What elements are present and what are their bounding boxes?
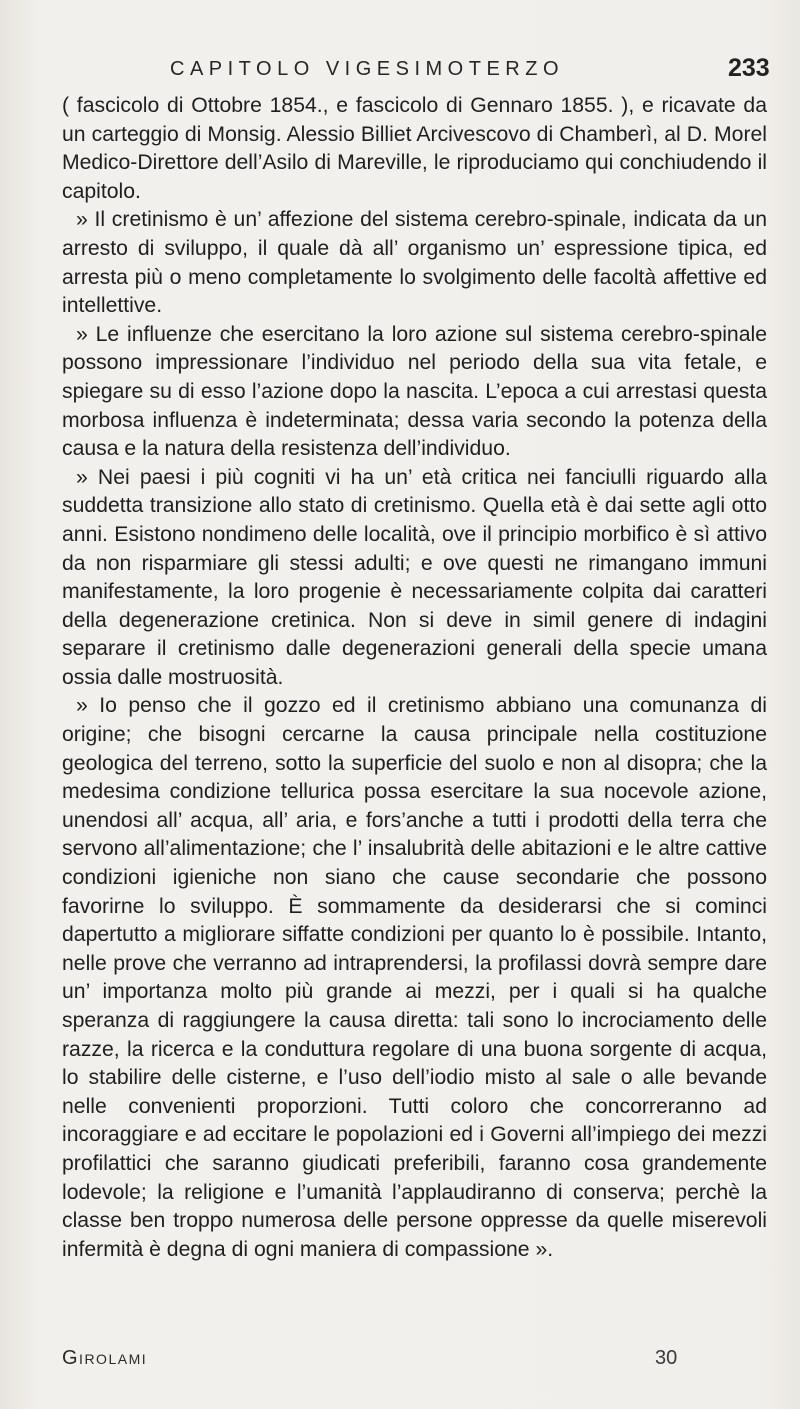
sheet-mark: 30	[655, 1347, 678, 1369]
page-header	[160, 54, 770, 88]
paragraph: » Io penso che il gozzo ed il cretinismo abbiano una comunanza di origine; che bisogni cercarne la causa principale nella costituzione geologica del terreno, sotto la superficie del suolo e non al disopra; che la medesima condizione tellurica possa esercitare la sua nocevole azione, unendosi all’ acqua, all’ aria, e fors’anche a tutti i prodotti della terra che servono all’alimentazione; che l’ insalubrità delle abitazioni e le altre cattive condizioni igieniche non siano che cause secondarie che possono favorirne lo sviluppo. È sommamente da desiderarsi che si cominci dapertutto a migliorare siffatte condizioni per quanto lo è possibile. Intanto, nelle prove che verranno ad intraprendersi, la profilassi dovrà sempre dare un’ importanza molto più grande ai mezzi, per i quali si ha qualche speranza di raggiungere la causa diretta: tali sono lo incrociamento delle razze, la ricerca e la conduttura regolare di una buona sorgente di acqua, lo stabilire delle cisterne, e l’uso dell’iodio misto al sale o alle bevande nelle convenienti proporzioni. Tutti coloro che concorreranno ad incoraggiare e ad eccitare le popolazioni ed i Governi all’impiego dei mezzi profilattici che saranno giudicati preferibili, faranno cosa grandemente lodevole; la religione e l’umanità l’applaudiranno di conserva; perchè la classe ben troppo numerosa delle persone oppresse da quelle miserevoli infermità è degna di ogni maniera di compassione ».	[62, 694, 767, 1261]
paragraph: » Le influenze che esercitano la loro azione sul sistema cerebro-spinale possono impressionare l’individuo nel periodo della sua vita fetale, e spiegare su di esso l’azione dopo la nascita. L’epoca a cui arrestasi questa morbosa influenza è indeterminata; dessa varia secondo la potenza della causa e la natura della resistenza dell’individuo.	[62, 322, 767, 461]
printer-signature: Girolami	[62, 1347, 148, 1369]
paragraph: » Il cretinismo è un’ affezione del sistema cerebro-spinale, indicata da un arresto di sviluppo, il quale dà all’ organismo un’ espressione tipica, ed arresta più o meno completamente lo svolgimento delle facoltà affettive ed intellettive.	[62, 208, 767, 318]
page-number: 233	[728, 54, 770, 82]
paragraph: ( fascicolo di Ottobre 1854., e fascicolo di Gennaro 1855. ), e ricavate da un carteggio di Monsig. Alessio Billiet Arcivescovo di Chamberì, al D. Morel Medico-Direttore dell’Asilo di Mareville, le riproduciamo qui conchiudendo il capitolo.	[62, 94, 767, 203]
running-title: CAPITOLO VIGESIMOTERZO	[170, 58, 565, 80]
paragraph: » Nei paesi i più cogniti vi ha un’ età critica nei fanciulli riguardo alla suddetta transizione allo stato di cretinismo. Quella età è dai sette agli otto anni. Esistono nondimeno delle località, ove il principio morbifico è sì attivo da non risparmiare gli stessi adulti; e ove questi ne rimangano immuni manifestamente, la loro progenie è necessariamente colpita dai caratteri della degenerazione cretinica. Non si deve in simil genere di indagini separare il cretinismo dalle degenerazioni generali della specie umana ossia dalle mostruosità.	[62, 465, 767, 689]
body-text	[62, 92, 767, 1264]
page-footer	[62, 1347, 767, 1377]
